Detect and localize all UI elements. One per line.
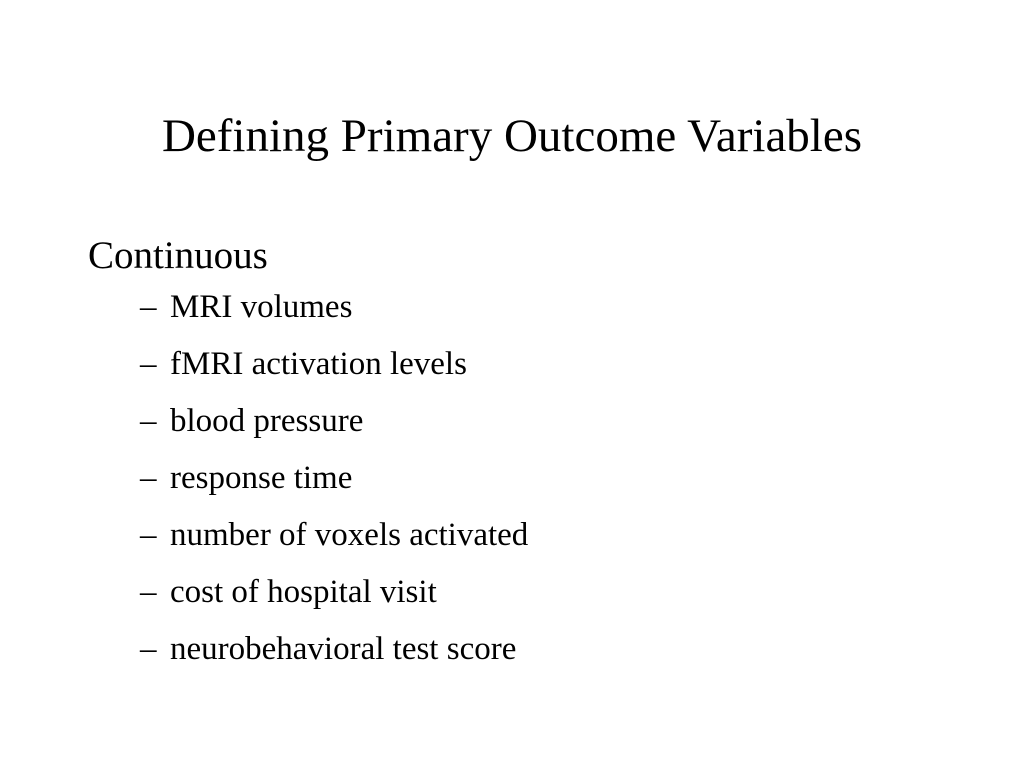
sub-bullet-text: cost of hospital visit	[170, 574, 437, 610]
sub-bullet-text: MRI volumes	[170, 289, 353, 325]
dash-marker: –	[140, 517, 157, 553]
sub-bullet-item	[140, 401, 988, 441]
sub-bullet-item	[140, 458, 988, 498]
dash-marker: –	[140, 574, 157, 610]
sub-bullet-text: response time	[170, 460, 353, 496]
slide-body	[88, 232, 988, 686]
sub-bullet-item	[140, 287, 988, 327]
slide-title: Defining Primary Outcome Variables	[161, 110, 863, 162]
sub-bullet-item	[140, 629, 988, 669]
sub-bullet-text: number of voxels activated	[170, 517, 529, 553]
dash-marker: –	[140, 289, 157, 325]
dash-marker: –	[140, 403, 157, 439]
sub-bullet-text: blood pressure	[170, 403, 364, 439]
sub-bullet-item	[140, 572, 988, 612]
sub-bullet-item	[140, 515, 988, 555]
sub-bullet-text: fMRI activation levels	[170, 346, 467, 382]
dash-marker: –	[140, 460, 157, 496]
dash-marker: –	[140, 631, 157, 667]
bullet-continuous: Continuous	[88, 234, 268, 277]
dash-marker: –	[140, 346, 157, 382]
sub-bullet-list	[88, 287, 988, 669]
sub-bullet-item	[140, 344, 988, 384]
sub-bullet-text: neurobehavioral test score	[170, 631, 517, 667]
